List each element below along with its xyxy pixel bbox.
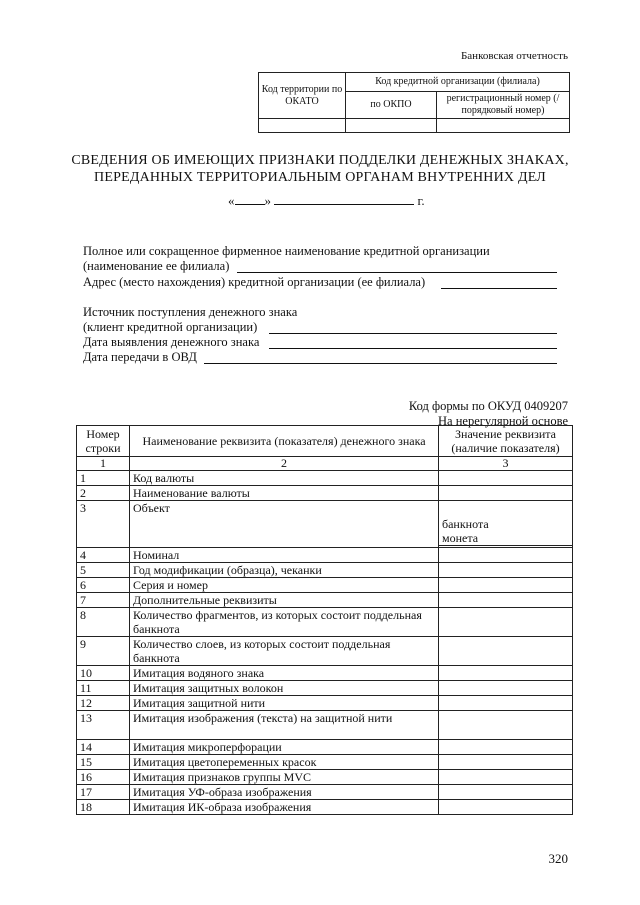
org-name-blank[interactable] [237, 272, 557, 273]
table-row [77, 696, 573, 711]
row-number: 10 [77, 666, 130, 681]
month-year-blank[interactable] [274, 193, 414, 205]
reg-number-value[interactable] [437, 119, 570, 133]
row-value[interactable] [439, 501, 573, 548]
row-name: Имитация изображения (текста) на защитной нити [130, 711, 439, 740]
detect-date-blank[interactable] [269, 348, 557, 349]
row-value[interactable] [439, 755, 573, 770]
value-option-banknote: банкнота [442, 517, 489, 531]
row-number: 17 [77, 785, 130, 800]
col-header-name: Наименование реквизита (показателя) денежного знака [130, 426, 439, 457]
col-num-1: 1 [77, 457, 130, 471]
page-number: 320 [548, 851, 568, 866]
document-title [0, 152, 640, 186]
table-row [77, 666, 573, 681]
okpo-header: по ОКПО [346, 92, 437, 119]
close-quote: » [264, 193, 271, 208]
row-number: 2 [77, 486, 130, 501]
row-number: 4 [77, 548, 130, 563]
okud-code: Код формы по ОКУД 0409207 [408, 399, 568, 413]
col-header-number: Номер строки [77, 426, 130, 457]
row-value[interactable] [439, 578, 573, 593]
table-row [77, 486, 573, 501]
table-row [77, 563, 573, 578]
table-row [77, 501, 573, 548]
report-type: Банковская отчетность [460, 50, 568, 62]
open-quote: « [228, 193, 235, 208]
day-blank[interactable] [235, 193, 265, 205]
org-name-label-2: (наименование ее филиала) [83, 259, 230, 273]
row-value[interactable] [439, 740, 573, 755]
row-name: Имитация водяного знака [130, 666, 439, 681]
row-number: 9 [77, 637, 130, 666]
row-value[interactable] [439, 637, 573, 666]
row-name: Объект [130, 501, 439, 548]
value-option-coin: монета [439, 531, 572, 546]
table-row [77, 578, 573, 593]
row-name: Дополнительные реквизиты [130, 593, 439, 608]
row-number: 6 [77, 578, 130, 593]
credit-org-code-header: Код кредитной организации (филиала) [346, 73, 570, 92]
row-number: 12 [77, 696, 130, 711]
address-label: Адрес (место нахождения) кредитной организации (ее филиала) [83, 275, 426, 289]
okpo-value[interactable] [346, 119, 437, 133]
row-name: Имитация ИК-образа изображения [130, 800, 439, 815]
row-value[interactable] [439, 593, 573, 608]
table-row [77, 593, 573, 608]
row-number: 18 [77, 800, 130, 815]
table-row [77, 711, 573, 740]
row-name: Имитация признаков группы MVC [130, 770, 439, 785]
row-value[interactable] [439, 471, 573, 486]
row-number: 16 [77, 770, 130, 785]
row-number: 1 [77, 471, 130, 486]
row-value[interactable] [439, 770, 573, 785]
table-row [77, 637, 573, 666]
row-name: Серия и номер [130, 578, 439, 593]
row-name: Имитация цветопеременных красок [130, 755, 439, 770]
territory-code-value[interactable] [259, 119, 346, 133]
row-number: 7 [77, 593, 130, 608]
source-label-1: Источник поступления денежного знака [83, 305, 298, 319]
row-name: Имитация УФ-образа изображения [130, 785, 439, 800]
title-line-2: ПЕРЕДАННЫХ ТЕРРИТОРИАЛЬНЫМ ОРГАНАМ ВНУТРЕННИХ ДЕЛ [94, 170, 546, 185]
row-value[interactable] [439, 785, 573, 800]
detect-date-label: Дата выявления денежного знака [83, 335, 260, 349]
row-name: Количество фрагментов, из которых состоит поддельная банкнота [130, 608, 439, 637]
col-header-value: Значение реквизита (наличие показателя) [439, 426, 573, 457]
row-value[interactable] [439, 486, 573, 501]
territory-code-header: Код территории по ОКАТО [259, 73, 346, 119]
periodicity: На нерегулярной основе [438, 414, 568, 428]
table-row [77, 681, 573, 696]
table-row [77, 740, 573, 755]
row-number: 15 [77, 755, 130, 770]
row-name: Имитация защитной нити [130, 696, 439, 711]
table-row [77, 548, 573, 563]
row-value[interactable] [439, 800, 573, 815]
row-number: 5 [77, 563, 130, 578]
date-line [228, 193, 425, 209]
table-row [77, 755, 573, 770]
transfer-date-label: Дата передачи в ОВД [83, 350, 197, 364]
title-line-1: СВЕДЕНИЯ ОБ ИМЕЮЩИХ ПРИЗНАКИ ПОДДЕЛКИ ДЕНЕЖНЫХ ЗНАКАХ, [71, 153, 569, 168]
row-value[interactable] [439, 548, 573, 563]
col-num-2: 2 [130, 457, 439, 471]
reg-number-header: регистрационный номер (/порядковый номер) [437, 92, 570, 119]
row-value[interactable] [439, 608, 573, 637]
org-name-label-1: Полное или сокращенное фирменное наименование кредитной организации [83, 244, 490, 258]
row-name: Номинал [130, 548, 439, 563]
year-suffix: г. [417, 193, 425, 208]
table-row [77, 770, 573, 785]
address-blank[interactable] [441, 288, 557, 289]
row-number: 8 [77, 608, 130, 637]
table-row [77, 471, 573, 486]
row-name: Имитация защитных волокон [130, 681, 439, 696]
row-number: 3 [77, 501, 130, 548]
source-blank[interactable] [269, 333, 557, 334]
row-number: 11 [77, 681, 130, 696]
table-row [77, 608, 573, 637]
row-value[interactable] [439, 711, 573, 740]
codes-table [258, 72, 570, 133]
main-table [76, 425, 573, 815]
row-value[interactable] [439, 681, 573, 696]
row-name: Количество слоев, из которых состоит поддельная банкнота [130, 637, 439, 666]
row-number: 13 [77, 711, 130, 740]
table-row [77, 800, 573, 815]
row-value[interactable] [439, 696, 573, 711]
row-name: Код валюты [130, 471, 439, 486]
row-name: Наименование валюты [130, 486, 439, 501]
table-row [77, 785, 573, 800]
source-label-2: (клиент кредитной организации) [83, 320, 258, 334]
row-value[interactable] [439, 666, 573, 681]
row-number: 14 [77, 740, 130, 755]
row-name: Имитация микроперфорации [130, 740, 439, 755]
row-name: Год модификации (образца), чеканки [130, 563, 439, 578]
transfer-date-blank[interactable] [204, 363, 557, 364]
col-num-3: 3 [439, 457, 573, 471]
row-value[interactable] [439, 563, 573, 578]
